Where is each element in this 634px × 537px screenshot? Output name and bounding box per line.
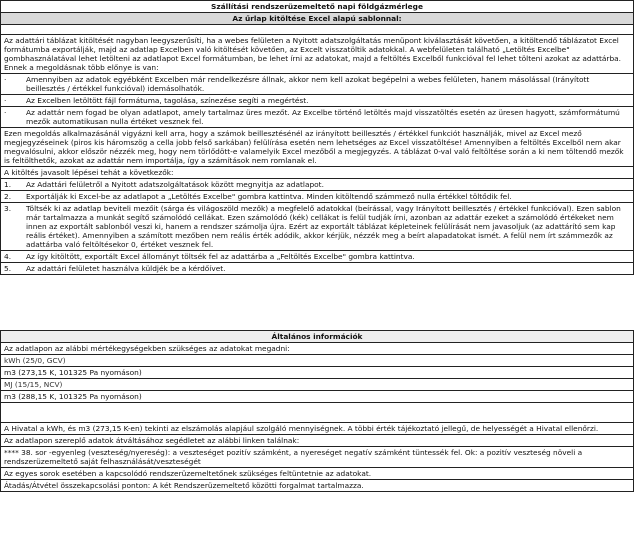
step-number: 1.	[4, 180, 12, 189]
unit-row: kWh (25/0, GCV)	[1, 355, 633, 367]
steps-heading: A kitöltés javasolt lépései tehát a következők:	[1, 167, 633, 179]
section-title: Általános információk	[1, 331, 633, 343]
advantage-item	[1, 107, 633, 128]
step-text: Exportálják ki Excel-be az adatlapot a „Letöltés Excelbe" gombra kattintva. Minden kitöltendő számmező nulla értékkel töltődik fel.	[26, 192, 512, 201]
unit-row: m3 (273,15 K, 101325 Pa nyomáson)	[1, 367, 633, 379]
step-number: 5.	[4, 264, 12, 273]
intro-paragraph: Az adattári táblázat kitöltését nagyban leegyszerűsíti, ha a webes felületen a Nyitott adatszolgáltatás menüpont kiválasztását követően, a kitöltendő táblázatot Excel formátumba exportálják, majd az adatlap Excelben való kitöltését követően, az Excelt visszatöltik adatokkal. A webfelületen található „Letöltés Excelbe" gombhasználatával lehet letölteni az adatlapot Excel formátumban, be lehet írni az adatokat, majd a feltöltés Excelből funkcióval fel lehet tölteni azokat az adattárba. Ennek a megoldásnak több előnye is van:	[1, 35, 633, 74]
helper-link-heading: Az adatlapon szereplő adatok átváltásához segédletet az alábbi linken találnak:	[1, 435, 633, 447]
advantage-item	[1, 74, 633, 95]
connection-note: Az egyes sorok esetében a kapcsolódó rendszerüzemeltetőnek szükséges feltüntetnie az adatokat.	[1, 468, 633, 480]
advantage-text: Az Excelben letöltött fájl formátuma, tagolása, színezése segíti a megértést.	[26, 96, 309, 105]
step-number: 2.	[4, 192, 12, 201]
step-item	[1, 203, 633, 251]
step-number: 3.	[4, 204, 12, 213]
units-heading: Az adatlapon az alábbi mértékegységekben szükséges az adatokat megadni:	[1, 343, 633, 355]
step-item	[1, 191, 633, 203]
advantage-text: Amennyiben az adatok egyébként Excelben már rendelkezésre állnak, akkor nem kell azokat begépelni a webes felületen, hanem másolással (Irányított beillesztés / értékkel funkcióval) idemásolhatók.	[26, 75, 590, 93]
section-title: Szállítási rendszerüzemeltető napi földgázmérlege	[1, 1, 633, 13]
step-text: Az Adattári felületről a Nyitott adatszolgáltatások között megnyitja az adatlapot.	[26, 180, 324, 189]
transfer-note: Átadás/Átvétel összekapcsolási ponton: A két Rendszerüzemeltető közötti forgalmat tartalmazza.	[4, 481, 364, 490]
general-info-section	[0, 330, 634, 492]
bullet-mark: ·	[4, 75, 7, 84]
step-text: Az adattári felületet használva küldjék be a kérdőívet.	[26, 264, 226, 273]
step-item	[1, 179, 633, 191]
balance-sign-note: **** 38. sor -egyenleg (veszteség/nyereség): a veszteséget pozitív számként, a nyereséget negatív számként tüntessék fel. Ok: a pozitív veszteség növeli a rendszerüzemeltető saját felhasználását/veszteségét	[1, 447, 633, 468]
step-item	[1, 263, 633, 274]
section-subtitle: Az űrlap kitöltése Excel alapú sablonnal:	[1, 13, 633, 25]
hivatal-note: A Hivatal a kWh, és m3 (273,15 K-en) tekinti az elszámolás alapjául szolgáló mennyiségnek. A többi érték tájékoztató jellegű, de helyességét a Hivatal ellenőrzi.	[1, 423, 633, 435]
paste-warning-note: Ezen megoldás alkalmazásánál vigyázni kell arra, hogy a számok beillesztésénél az irányított beillesztés / értékkel funkciót használják, mivel az Excel mező megjegyzéseinek (piros kis háromszög a cella jobb felső sarkában) felülírása esetén nem lehetséges az Excel visszatöltése! Amennyiben a feltöltés Excelből nem akar megvalósulni, akkor először nézzék meg, hogy nem törlődött-e valamelyik Excel mezőből a megjegyzés. A táblázat 0-val való feltöltése során a ki nem töltendő mezők is feltölthetők, azokat az adattár nem importálja, így a számítások nem romlanak el.	[1, 128, 633, 167]
blank-row	[1, 25, 633, 35]
step-text: Az így kitöltött, exportált Excel állományt töltsék fel az adattárba a „Feltöltés Excelbe" gombra kattintva.	[26, 252, 415, 261]
bullet-mark: ·	[4, 96, 7, 105]
step-number: 4.	[4, 252, 12, 261]
unit-row: m3 (288,15 K, 101325 Pa nyomáson)	[1, 391, 633, 403]
step-item	[1, 251, 633, 263]
advantage-text: Az adattár nem fogad be olyan adatlapot, amely tartalmaz üres mezőt. Az Excelbe történő letöltés majd visszatöltés esetén az üresen hagyott, számformátumú mezők automatikusan nulla értéket vesznek fel.	[26, 108, 620, 126]
blank-row	[1, 403, 633, 423]
bullet-mark: ·	[4, 108, 7, 117]
step-text: Töltsék ki az adatlap beviteli mezőit (sárga és világoszöld mezők) a megfelelő adatokkal (beírással, vagy Irányított beillesztés / értékkel funkcióval). Ezen sablon már tartalmazza a munkát segítő számolódó cellákat. Ezen számolódó (kék) cellákat is felül tudják írni, azonban az adattár ezeket a számolódó értékeket nem innen az exportált sablonból veszi ki, hanem a rendszer számolja újra. Ezért az exportált táblázat képleteinek felülírását nem javasoljuk (az adattárító sem kap reális értéket). Amennyiben a számított mezőben nem reális érték adódik, akkor kérjük, nézzék meg a beírt alapadatokat ismét. A felül nem írt számmezők az adattárba való feltöltésekor 0, értéket vesznek fel.	[26, 204, 621, 249]
unit-row: MJ (15/15, NCV)	[1, 379, 633, 391]
advantage-item	[1, 95, 633, 107]
